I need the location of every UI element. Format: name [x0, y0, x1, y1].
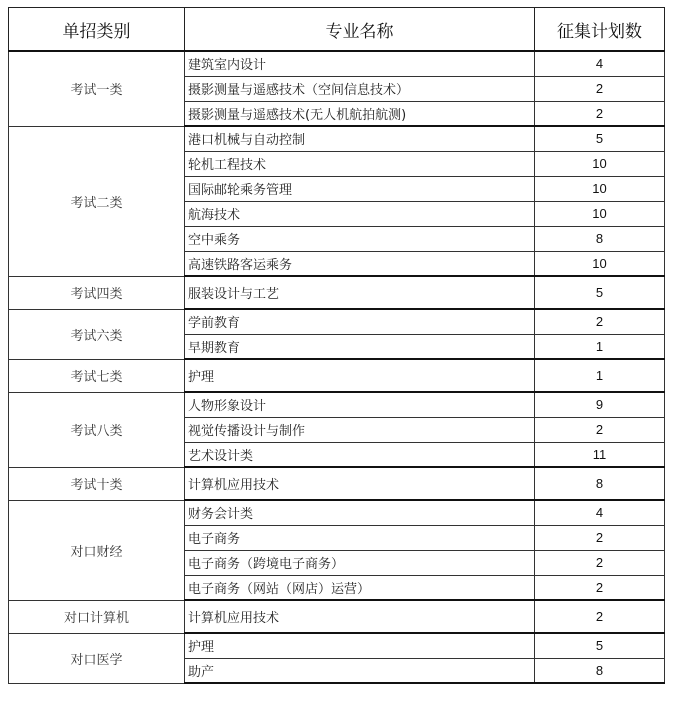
- major-cell: 电子商务（网站（网店）运营）: [185, 575, 535, 600]
- major-cell: 护理: [185, 359, 535, 392]
- category-cell: 考试一类: [9, 51, 185, 126]
- major-cell: 高速铁路客运乘务: [185, 251, 535, 276]
- major-cell: 视觉传播设计与制作: [185, 417, 535, 442]
- major-cell: 财务会计类: [185, 500, 535, 525]
- count-cell: 8: [535, 467, 665, 500]
- count-cell: 4: [535, 51, 665, 76]
- count-cell: 1: [535, 359, 665, 392]
- major-cell: 国际邮轮乘务管理: [185, 176, 535, 201]
- count-cell: 2: [535, 309, 665, 334]
- major-cell: 计算机应用技术: [185, 600, 535, 633]
- count-cell: 11: [535, 442, 665, 467]
- category-cell: 考试七类: [9, 359, 185, 392]
- count-cell: 9: [535, 392, 665, 417]
- major-cell: 人物形象设计: [185, 392, 535, 417]
- count-cell: 2: [535, 575, 665, 600]
- count-cell: 10: [535, 176, 665, 201]
- major-cell: 学前教育: [185, 309, 535, 334]
- count-cell: 2: [535, 550, 665, 575]
- count-cell: 2: [535, 76, 665, 101]
- category-cell: 对口计算机: [9, 600, 185, 633]
- major-cell: 艺术设计类: [185, 442, 535, 467]
- count-cell: 5: [535, 633, 665, 658]
- header-count: 征集计划数: [535, 8, 665, 52]
- major-cell: 港口机械与自动控制: [185, 126, 535, 151]
- count-cell: 2: [535, 101, 665, 126]
- table-row: [9, 467, 665, 500]
- count-cell: 5: [535, 276, 665, 309]
- table-row: [9, 276, 665, 309]
- category-cell: 对口医学: [9, 633, 185, 683]
- major-cell: 早期教育: [185, 334, 535, 359]
- major-cell: 电子商务（跨境电子商务）: [185, 550, 535, 575]
- count-cell: 1: [535, 334, 665, 359]
- header-category: 单招类别: [9, 8, 185, 52]
- header-major: 专业名称: [185, 8, 535, 52]
- table-row: [9, 359, 665, 392]
- table-row: [9, 51, 665, 76]
- major-cell: 摄影测量与遥感技术（空间信息技术）: [185, 76, 535, 101]
- count-cell: 4: [535, 500, 665, 525]
- count-cell: 10: [535, 201, 665, 226]
- table-row: [9, 633, 665, 658]
- category-cell: 考试四类: [9, 276, 185, 309]
- count-cell: 2: [535, 417, 665, 442]
- category-cell: 考试八类: [9, 392, 185, 467]
- category-cell: 考试二类: [9, 126, 185, 276]
- major-cell: 服装设计与工艺: [185, 276, 535, 309]
- enrollment-plan-table: [8, 7, 665, 684]
- major-cell: 航海技术: [185, 201, 535, 226]
- category-cell: 考试六类: [9, 309, 185, 359]
- count-cell: 10: [535, 151, 665, 176]
- major-cell: 空中乘务: [185, 226, 535, 251]
- table-row: [9, 600, 665, 633]
- count-cell: 8: [535, 658, 665, 683]
- major-cell: 护理: [185, 633, 535, 658]
- table-row: [9, 126, 665, 151]
- major-cell: 摄影测量与遥感技术(无人机航拍航测): [185, 101, 535, 126]
- table-row: [9, 309, 665, 334]
- count-cell: 2: [535, 525, 665, 550]
- major-cell: 建筑室内设计: [185, 51, 535, 76]
- count-cell: 10: [535, 251, 665, 276]
- count-cell: 8: [535, 226, 665, 251]
- major-cell: 计算机应用技术: [185, 467, 535, 500]
- major-cell: 助产: [185, 658, 535, 683]
- major-cell: 电子商务: [185, 525, 535, 550]
- table-row: [9, 500, 665, 525]
- category-cell: 对口财经: [9, 500, 185, 600]
- major-cell: 轮机工程技术: [185, 151, 535, 176]
- header-row: [9, 8, 665, 52]
- count-cell: 5: [535, 126, 665, 151]
- category-cell: 考试十类: [9, 467, 185, 500]
- count-cell: 2: [535, 600, 665, 633]
- table-row: [9, 392, 665, 417]
